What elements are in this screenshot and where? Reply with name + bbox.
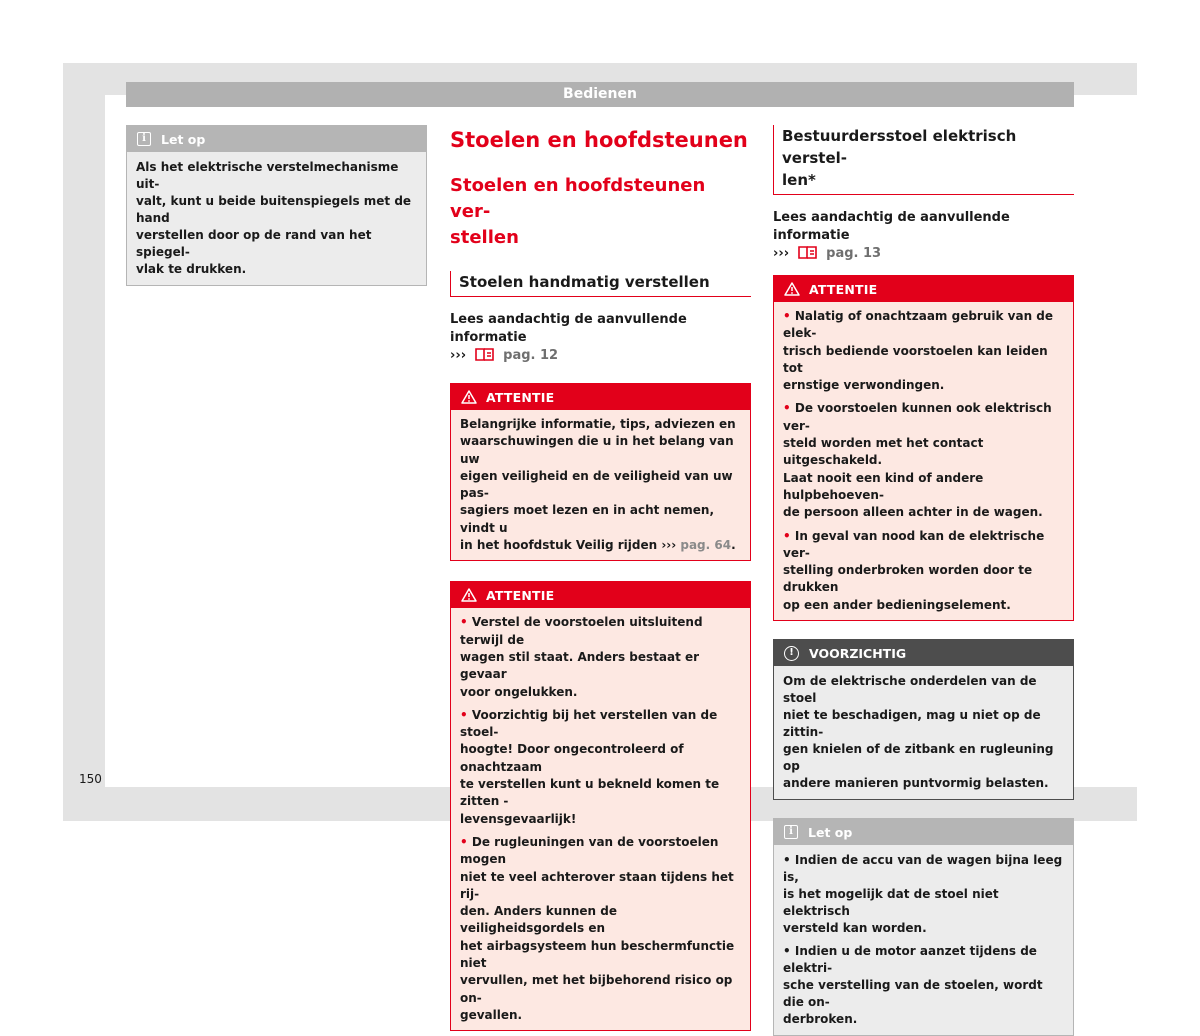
bullet-text: versteld kan worden. <box>783 921 927 936</box>
note-header <box>127 126 426 152</box>
caution-header <box>774 640 1073 666</box>
warning-header <box>451 582 750 608</box>
warning-title: ATTENTIE <box>486 587 555 603</box>
bullet-dot-icon: • <box>783 853 791 868</box>
bullet-text: is het mogelijk dat de stoel niet elektrisch <box>783 887 999 919</box>
bullet-text: niet te veel achterover staan tijdens het rij- <box>460 869 734 901</box>
bullet-text: ernstige verwondingen. <box>783 378 945 393</box>
subsection-title-line: Bestuurdersstoel elektrisch verstel- <box>782 127 1017 167</box>
note-line: vlak te drukken. <box>136 262 247 276</box>
section-title <box>450 173 740 251</box>
warning-triangle-icon <box>784 282 800 296</box>
warning-box <box>773 275 1074 621</box>
note-line: verstellen door op de rand van het spiegel- <box>136 228 372 259</box>
note-bullet <box>783 943 1064 1028</box>
page-number: 150 <box>79 772 102 786</box>
warning-body <box>451 608 750 1030</box>
bullet-text: steld worden met het contact uitgeschakeld. <box>783 436 984 468</box>
bullet-text: de persoon alleen achter in de wagen. <box>783 505 1043 520</box>
bullet-text: op een ander bedieningselement. <box>783 597 1011 612</box>
info-icon: i <box>784 825 798 839</box>
bullet-text: Laat nooit een kind of andere hulpbehoeven- <box>783 470 984 502</box>
warning-text: in het hoofdstuk Veilig rijden <box>460 538 662 553</box>
bullet-text: levensgevaarlijk! <box>460 811 577 826</box>
warning-bullet <box>783 400 1064 521</box>
column-left <box>126 125 427 286</box>
section-header: Bedienen <box>126 82 1074 107</box>
bullet-text: De voorstoelen kunnen ook elektrisch ver- <box>783 401 1052 433</box>
caution-line: andere manieren puntvormig belasten. <box>783 776 1049 791</box>
warning-header <box>774 276 1073 302</box>
bullet-dot-icon: • <box>460 615 468 630</box>
readmore-reference <box>450 311 751 365</box>
arrows-glyph: ››› <box>661 538 677 553</box>
bullet-dot-icon: • <box>783 309 791 323</box>
note-box <box>126 125 427 286</box>
bullet-dot-icon: • <box>460 707 468 722</box>
bullet-text: stelling onderbroken worden door te drukken <box>783 563 1033 595</box>
bullet-text: Nalatig of onachtzaam gebruik van de elek- <box>783 309 1054 341</box>
bullet-text: derbroken. <box>783 1012 858 1027</box>
subsection-title <box>773 125 1074 195</box>
bullet-text: Indien de accu van de wagen bijna leeg is, <box>783 853 1063 885</box>
readmore-reference <box>773 209 1074 263</box>
note-title: Let op <box>161 131 206 147</box>
warning-line: waarschuwingen die u in het belang van uw <box>460 434 734 466</box>
bullet-text: sche verstelling van de stoelen, wordt die on- <box>783 978 1043 1010</box>
warning-title: ATTENTIE <box>809 281 878 297</box>
note-header <box>774 819 1073 845</box>
column-right <box>773 125 1074 1036</box>
book-reference-icon <box>473 347 497 361</box>
exclamation-circle-icon: ! <box>784 646 799 661</box>
bullet-text: Voorzichtig bij het verstellen van de stoel- <box>460 707 718 740</box>
warning-triangle-icon <box>461 390 477 404</box>
note-bullet <box>783 852 1064 937</box>
page-link[interactable]: pag. 64 <box>680 538 732 553</box>
readmore-text: Lees aandachtig de aanvullende informatie <box>773 210 1010 243</box>
warning-title: ATTENTIE <box>486 389 555 405</box>
warning-box <box>450 581 751 1031</box>
column-middle <box>450 125 751 1031</box>
subsection-title-line: len* <box>782 171 816 189</box>
caution-body <box>774 666 1073 799</box>
bullet-text: vervullen, met het bijbehorend risico op on- <box>460 973 733 1005</box>
note-title: Let op <box>808 824 853 840</box>
book-reference-icon <box>796 245 820 259</box>
arrows-glyph: ››› <box>773 246 790 261</box>
bullet-text: hoogte! Door ongecontroleerd of onachtzaam <box>460 742 684 774</box>
bullet-text: gevallen. <box>460 1007 523 1022</box>
bullet-dot-icon: • <box>783 401 791 416</box>
warning-line <box>460 537 741 554</box>
note-box <box>773 818 1074 1036</box>
bullet-text: In geval van nood kan de elektrische ver- <box>783 528 1045 560</box>
bullet-text: De rugleuningen van de voorstoelen mogen <box>460 834 719 867</box>
caution-title: VOORZICHTIG <box>809 645 907 661</box>
note-line: Als het elektrische verstelmechanisme uit- <box>136 160 399 191</box>
caution-box <box>773 639 1074 800</box>
warning-header <box>451 384 750 410</box>
note-body <box>774 845 1073 1035</box>
bullet-dot-icon: • <box>783 944 791 959</box>
arrows-glyph: ››› <box>450 348 467 363</box>
bullet-line <box>460 615 703 646</box>
bullet-text: Verstel de voorstoelen uitsluitend terwijl de <box>460 615 703 647</box>
bullet-dot-icon: • <box>783 528 791 543</box>
bullet-text: te verstellen kunt u bekneld komen te zitten - <box>460 777 720 809</box>
warning-bullet <box>460 614 741 700</box>
warning-line: Belangrijke informatie, tips, adviezen en <box>460 417 736 431</box>
bullet-text: trisch bediende voorstoelen kan leiden tot <box>783 343 1048 375</box>
page-link[interactable]: pag. 12 <box>503 348 559 363</box>
warning-bullet <box>783 308 1064 394</box>
warning-bullet <box>460 707 741 828</box>
warning-bullet <box>783 528 1064 614</box>
warning-triangle-icon <box>461 588 477 602</box>
page-link[interactable]: pag. 13 <box>826 246 882 261</box>
warning-line: sagiers moet lezen en in acht nemen, vindt u <box>460 503 715 535</box>
warning-bullet <box>460 834 741 1024</box>
warning-box <box>450 383 751 561</box>
note-body <box>127 152 426 285</box>
bullet-dot-icon: • <box>460 834 468 849</box>
bullet-text: voor ongelukken. <box>460 684 578 699</box>
caution-line: Om de elektrische onderdelen van de stoel <box>783 674 1037 706</box>
warning-line: eigen veiligheid en de veiligheid van uw pas- <box>460 468 733 501</box>
section-title-line: stellen <box>450 227 519 248</box>
chapter-title: Stoelen en hoofdsteunen <box>450 128 748 152</box>
subsection-title: Stoelen handmatig verstellen <box>450 271 751 297</box>
bullet-text: wagen stil staat. Anders bestaat er gevaar <box>460 649 700 682</box>
warning-body <box>451 410 750 560</box>
readmore-text: Lees aandachtig de aanvullende informatie <box>450 312 687 345</box>
warning-body <box>774 302 1073 620</box>
bullet-text: Indien u de motor aanzet tijdens de elektri- <box>783 944 1037 976</box>
caution-line: niet te beschadigen, mag u niet op de zittin- <box>783 708 1041 740</box>
info-icon: i <box>137 132 151 146</box>
caution-line: gen knielen of de zitbank en rugleuning op <box>783 742 1054 774</box>
section-title-line: Stoelen en hoofdsteunen ver- <box>450 175 706 222</box>
warning-text: . <box>731 538 736 553</box>
note-line: valt, kunt u beide buitenspiegels met de hand <box>136 194 412 225</box>
bullet-text: het airbagsysteem hun beschermfunctie niet <box>460 938 735 971</box>
bullet-text: den. Anders kunnen de veiligheidsgordels en <box>460 904 618 936</box>
